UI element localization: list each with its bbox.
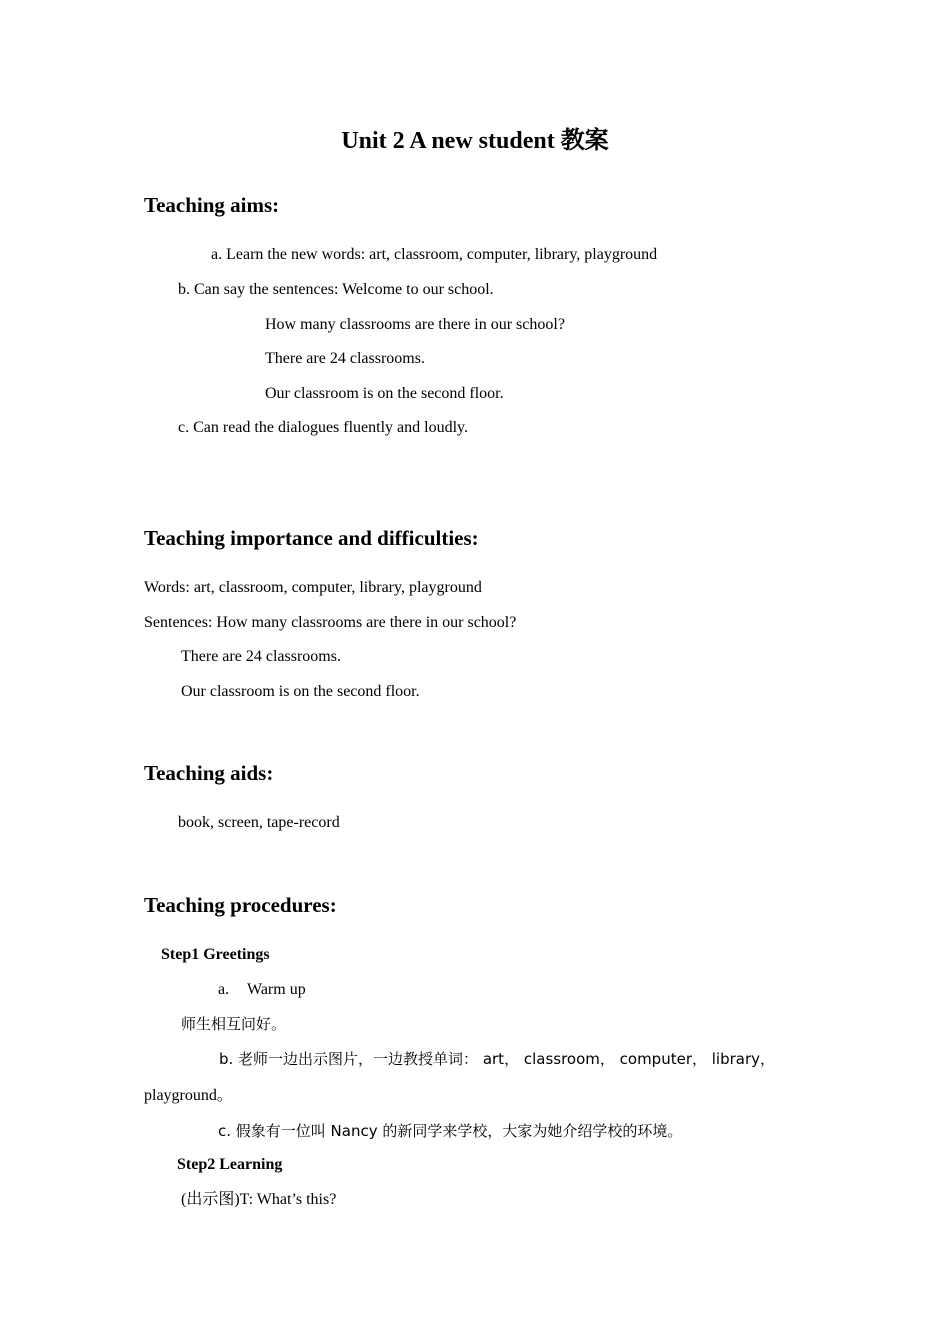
step1-a-text: Warm up bbox=[247, 981, 306, 998]
step1-a-marker: a. bbox=[218, 981, 230, 998]
document-title: Unit 2 A new student 教案 bbox=[341, 128, 609, 154]
aim-b-sentence-2: There are 24 classrooms. bbox=[265, 350, 425, 367]
aim-c: c. Can read the dialogues fluently and loudly. bbox=[178, 419, 468, 436]
aids-heading: Teaching aids: bbox=[144, 761, 274, 785]
aim-a: a. Learn the new words: art, classroom, computer, library, playground bbox=[211, 246, 658, 263]
aids-items: book, screen, tape-record bbox=[178, 814, 340, 831]
teaching-aims-heading: Teaching aims: bbox=[144, 193, 280, 217]
step1-b-line1: b. 老师一边出示图片，一边教授单词： art， classroom， computer， library， bbox=[219, 1050, 776, 1068]
importance-sentence-1: There are 24 classrooms. bbox=[181, 648, 341, 665]
importance-sentences: Sentences: How many classrooms are there in our school? bbox=[144, 614, 517, 631]
aim-b-sentence-1: How many classrooms are there in our school? bbox=[265, 316, 565, 333]
importance-words: Words: art, classroom, computer, library, playground bbox=[144, 579, 482, 596]
importance-heading: Teaching importance and difficulties: bbox=[144, 526, 479, 550]
step1-b-line2: playground。 bbox=[144, 1087, 233, 1104]
procedures-heading: Teaching procedures: bbox=[144, 893, 337, 917]
step1-a-chinese: 师生相互问好。 bbox=[181, 1015, 287, 1033]
aim-b-sentence-3: Our classroom is on the second floor. bbox=[265, 385, 504, 402]
step2-heading: Step2 Learning bbox=[177, 1156, 283, 1173]
step1-heading: Step1 Greetings bbox=[161, 946, 270, 963]
step1-c: c. 假象有一位叫 Nancy 的新同学来学校，大家为她介绍学校的环境。 bbox=[218, 1122, 683, 1140]
importance-sentence-2: Our classroom is on the second floor. bbox=[181, 683, 420, 700]
step2-line: (出示图)T: What’s this? bbox=[181, 1191, 337, 1208]
aim-b: b. Can say the sentences: Welcome to our school. bbox=[178, 281, 494, 298]
